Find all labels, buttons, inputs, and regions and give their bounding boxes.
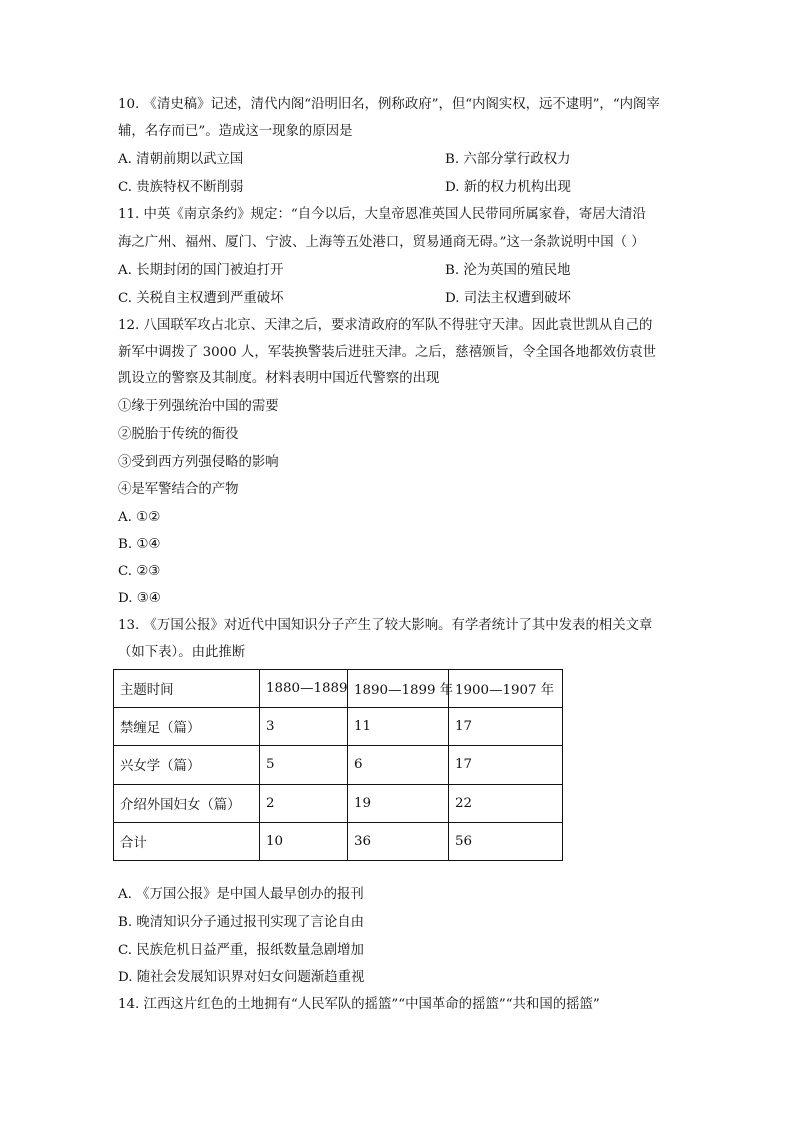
q13-stem-line1: 13. 《万国公报》对近代中国知识分子产生了较大影响。有学者统计了其中发表的相关文章	[118, 618, 653, 633]
table-header-cell: 主题时间	[114, 670, 260, 708]
q12-option-a: A. ①②	[118, 510, 161, 525]
q13-stem-line2: （如下表）。由此推断	[118, 645, 246, 660]
q11-option-a: A. 长期封闭的国门被迫打开	[118, 263, 284, 278]
table-cell: 6	[348, 746, 449, 784]
q13-option-a: A. 《万国公报》是中国人最早创办的报刊	[118, 887, 364, 902]
table-cell: 17	[449, 746, 563, 784]
table-cell: 56	[449, 822, 563, 860]
table-header-cell: 1880—1889	[260, 670, 348, 708]
table-cell: 10	[260, 822, 348, 860]
q12-statement-3: ③受到西方列强侵略的影响	[118, 455, 279, 470]
table-cell: 11	[348, 708, 449, 746]
q11-option-c: C. 关税自主权遭到严重破坏	[118, 291, 284, 306]
table-cell: 介绍外国妇女（篇）	[114, 784, 260, 822]
q10-stem-line2: 辅，名存而已”。造成这一现象的原因是	[118, 124, 353, 139]
q12-option-b: B. ①④	[118, 537, 161, 552]
table-cell: 22	[449, 784, 563, 822]
q12-stem-line2: 新军中调拨了 3000 人，军装换警装后进驻天津。之后，慈禧颁旨，令全国各地都效仿袁世	[118, 345, 657, 360]
q10-stem-line1: 10. 《清史稿》记述，清代内阁“沿明旧名，例称政府”，但“内阁实权，远不逮明”，“内阁宰	[118, 97, 660, 112]
q10-option-c: C. 贵族特权不断削弱	[118, 180, 244, 195]
q13-option-d: D. 随社会发展知识界对妇女问题渐趋重视	[118, 970, 365, 985]
q12-statement-2: ②脱胎于传统的衙役	[118, 427, 239, 442]
q13-option-c: C. 民族危机日益严重，报纸数量急剧增加	[118, 943, 364, 958]
q10-option-b: B. 六部分掌行政权力	[445, 152, 571, 167]
table-cell: 17	[449, 708, 563, 746]
table-cell: 2	[260, 784, 348, 822]
q11-option-b: B. 沦为英国的殖民地	[445, 263, 571, 278]
table-row	[114, 822, 563, 860]
q14-stem-line1: 14. 江西这片红色的土地拥有“人民军队的摇篮”“中国革命的摇篮”“共和国的摇篮”	[118, 997, 600, 1012]
table-cell: 兴女学（篇）	[114, 746, 260, 784]
table-row	[114, 746, 563, 784]
table-row	[114, 784, 563, 822]
table-header-cell: 1890—1899 年	[348, 670, 449, 708]
q12-option-c: C. ②③	[118, 564, 161, 579]
q12-stem-line3: 凯设立的警察及其制度。材料表明中国近代警察的出现	[118, 371, 440, 386]
table-cell: 合计	[114, 822, 260, 860]
q10-option-d: D. 新的权力机构出现	[445, 180, 571, 195]
q11-stem-line2: 海之广州、福州、厦门、宁波、上海等五处港口，贸易通商无碍。”这一条款说明中国（ ）	[118, 235, 645, 250]
q13-option-b: B. 晚清知识分子通过报刊实现了言论自由	[118, 915, 364, 930]
table-cell: 5	[260, 746, 348, 784]
table-cell: 禁缠足（篇）	[114, 708, 260, 746]
q12-statement-1: ①缘于列强统治中国的需要	[118, 399, 279, 414]
q12-stem-line1: 12. 八国联军攻占北京、天津之后，要求清政府的军队不得驻守天津。因此袁世凯从自己的	[118, 318, 653, 333]
q10-option-a: A. 清朝前期以武立国	[118, 152, 244, 167]
table-cell: 19	[348, 784, 449, 822]
table-row	[114, 708, 563, 746]
q12-statement-4: ④是军警结合的产物	[118, 482, 239, 497]
q11-option-d: D. 司法主权遭到破坏	[445, 291, 571, 306]
q12-option-d: D. ③④	[118, 591, 161, 606]
table-header-cell: 1900—1907 年	[449, 670, 563, 708]
table-cell: 3	[260, 708, 348, 746]
q13-statistics-table	[113, 669, 563, 861]
table-header-row	[114, 670, 563, 708]
table-cell: 36	[348, 822, 449, 860]
q11-stem-line1: 11. 中英《南京条约》规定：“自今以后，大皇帝恩准英国人民带同所属家眷，寄居大清沿	[118, 207, 646, 222]
